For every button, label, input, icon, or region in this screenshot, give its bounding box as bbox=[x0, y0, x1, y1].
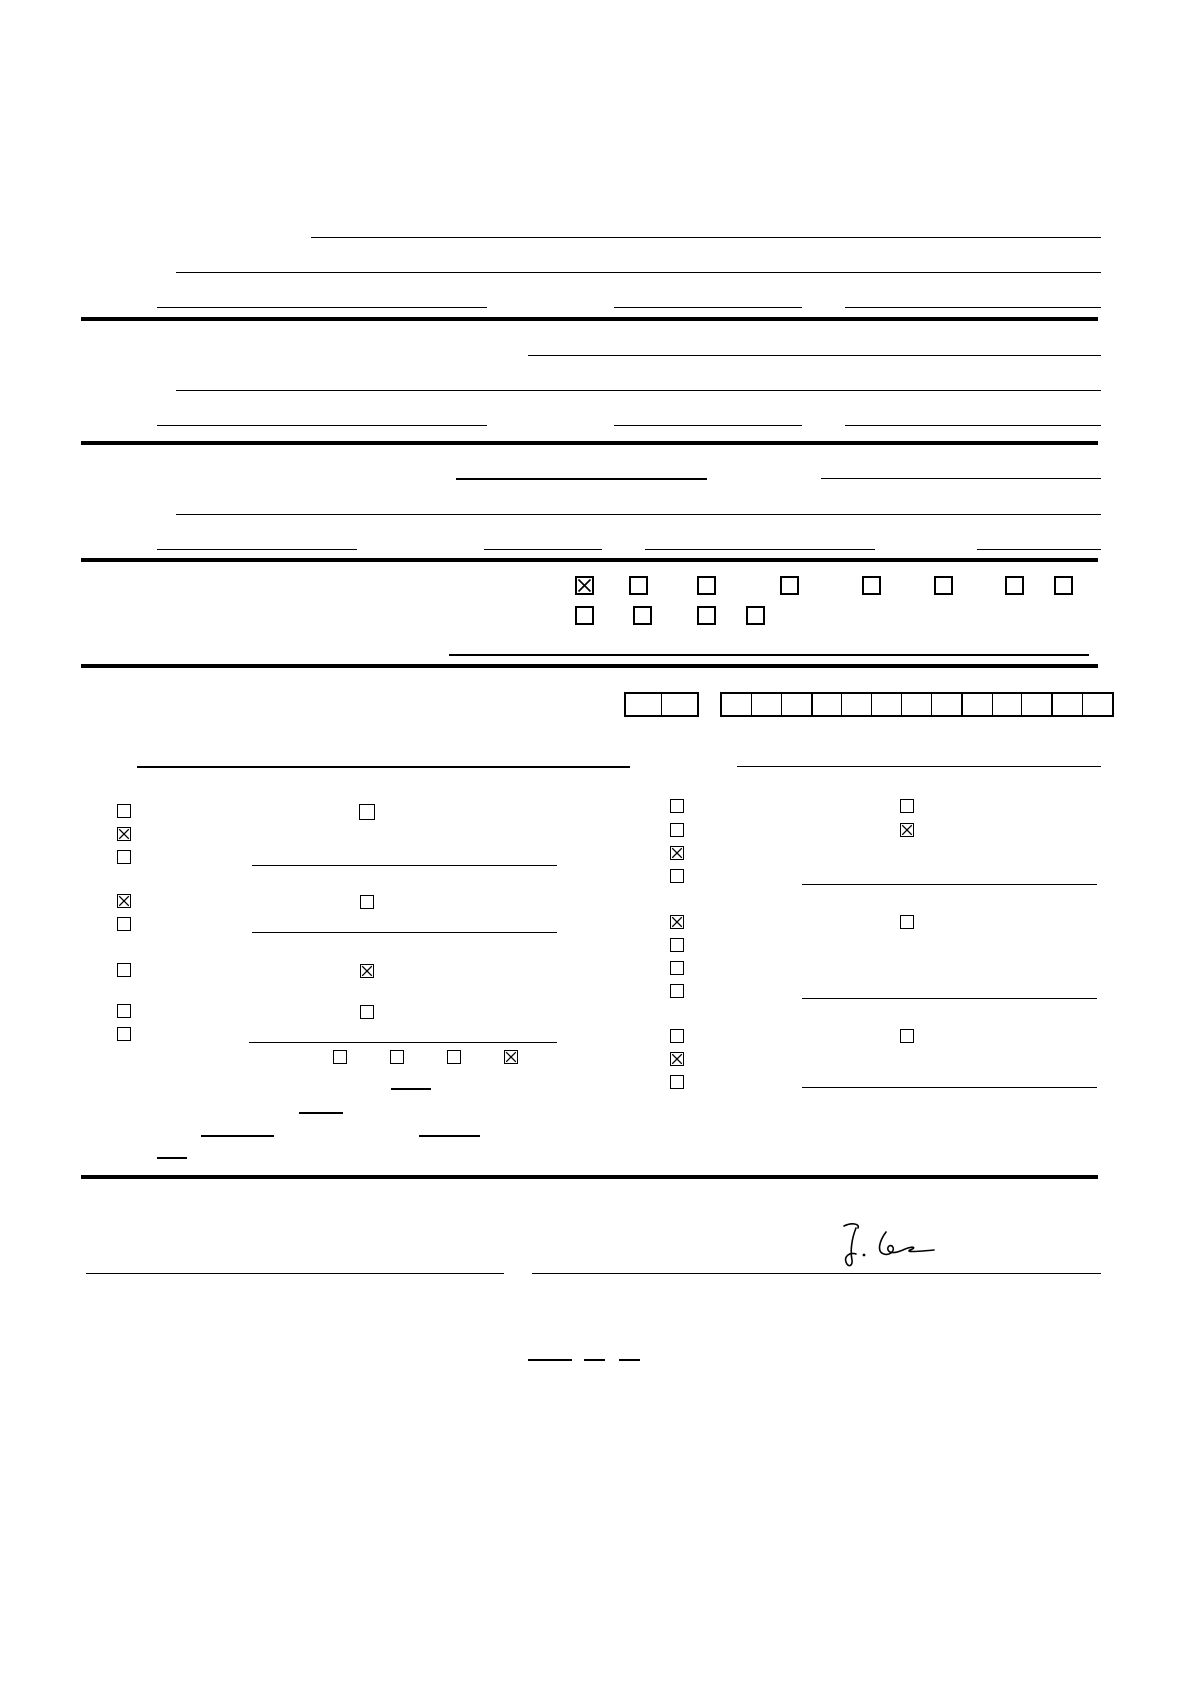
checkbox[interactable] bbox=[447, 1050, 461, 1064]
signature-line[interactable] bbox=[532, 1273, 1101, 1274]
check-x-mark bbox=[671, 1053, 683, 1065]
field-line[interactable] bbox=[449, 654, 1089, 656]
checkbox[interactable] bbox=[117, 827, 131, 841]
date-line[interactable] bbox=[86, 1273, 504, 1274]
checkbox[interactable] bbox=[117, 850, 131, 864]
field-line[interactable] bbox=[157, 549, 357, 550]
checkbox[interactable] bbox=[780, 576, 799, 595]
field-line[interactable] bbox=[484, 549, 602, 550]
section-divider bbox=[81, 558, 1098, 562]
field-line[interactable] bbox=[584, 1359, 605, 1361]
checkbox[interactable] bbox=[117, 1027, 131, 1041]
field-line[interactable] bbox=[619, 1359, 640, 1361]
field-line[interactable] bbox=[614, 425, 802, 426]
checkbox[interactable] bbox=[117, 894, 131, 908]
checkbox[interactable] bbox=[900, 799, 914, 813]
checkbox[interactable] bbox=[117, 963, 131, 977]
check-x-mark bbox=[901, 824, 913, 836]
checkbox[interactable] bbox=[359, 804, 375, 820]
field-line[interactable] bbox=[802, 998, 1097, 999]
field-line[interactable] bbox=[456, 478, 707, 480]
checkbox[interactable] bbox=[670, 1029, 684, 1043]
check-x-mark bbox=[577, 578, 592, 593]
checkbox[interactable] bbox=[746, 606, 765, 625]
check-x-mark bbox=[671, 847, 683, 859]
field-line[interactable] bbox=[645, 549, 875, 550]
field-line[interactable] bbox=[252, 865, 557, 866]
field-line[interactable] bbox=[737, 766, 1101, 767]
field-line[interactable] bbox=[977, 549, 1101, 550]
field-line[interactable] bbox=[821, 478, 1101, 479]
checkbox[interactable] bbox=[117, 917, 131, 931]
checkbox[interactable] bbox=[670, 984, 684, 998]
checkbox[interactable] bbox=[900, 1029, 914, 1043]
checkbox[interactable] bbox=[504, 1050, 518, 1064]
field-line[interactable] bbox=[614, 307, 802, 308]
field-line[interactable] bbox=[176, 272, 1101, 273]
field-line[interactable] bbox=[419, 1135, 480, 1137]
check-x-mark bbox=[671, 916, 683, 928]
checkbox[interactable] bbox=[670, 961, 684, 975]
field-line[interactable] bbox=[528, 355, 1101, 356]
checkbox[interactable] bbox=[629, 576, 648, 595]
section-divider bbox=[81, 1175, 1098, 1179]
checkbox[interactable] bbox=[360, 964, 374, 978]
checkbox[interactable] bbox=[670, 1052, 684, 1066]
checkbox[interactable] bbox=[697, 606, 716, 625]
checkbox[interactable] bbox=[670, 915, 684, 929]
section-divider bbox=[81, 664, 1098, 668]
handwritten-signature bbox=[830, 1218, 950, 1270]
checkbox[interactable] bbox=[390, 1050, 404, 1064]
field-line[interactable] bbox=[802, 884, 1097, 885]
field-line[interactable] bbox=[252, 932, 557, 933]
long-code-boxes[interactable] bbox=[720, 692, 1114, 717]
field-line[interactable] bbox=[845, 425, 1101, 426]
check-x-mark bbox=[118, 828, 130, 840]
checkbox[interactable] bbox=[1054, 576, 1073, 595]
field-line[interactable] bbox=[311, 237, 1101, 238]
checkbox[interactable] bbox=[670, 1075, 684, 1089]
checkbox[interactable] bbox=[934, 576, 953, 595]
checkbox[interactable] bbox=[697, 576, 716, 595]
field-line[interactable] bbox=[845, 307, 1101, 308]
checkbox[interactable] bbox=[862, 576, 881, 595]
field-line[interactable] bbox=[249, 1042, 557, 1043]
section-divider bbox=[81, 441, 1098, 445]
checkbox[interactable] bbox=[670, 846, 684, 860]
field-line[interactable] bbox=[157, 425, 487, 426]
checkbox[interactable] bbox=[117, 1004, 131, 1018]
checkbox[interactable] bbox=[1005, 576, 1024, 595]
field-line[interactable] bbox=[157, 307, 487, 308]
checkbox[interactable] bbox=[670, 938, 684, 952]
checkbox[interactable] bbox=[117, 804, 131, 818]
section-divider bbox=[81, 317, 1098, 321]
short-code-boxes[interactable] bbox=[624, 692, 699, 717]
checkbox[interactable] bbox=[670, 799, 684, 813]
checkbox[interactable] bbox=[900, 915, 914, 929]
field-line[interactable] bbox=[176, 390, 1101, 391]
check-x-mark bbox=[118, 895, 130, 907]
check-x-mark bbox=[505, 1051, 517, 1063]
checkbox[interactable] bbox=[360, 1005, 374, 1019]
checkbox[interactable] bbox=[900, 823, 914, 837]
field-line[interactable] bbox=[137, 766, 630, 768]
field-line[interactable] bbox=[176, 514, 1101, 515]
checkbox[interactable] bbox=[575, 606, 594, 625]
field-line[interactable] bbox=[299, 1112, 343, 1114]
field-line[interactable] bbox=[157, 1157, 187, 1159]
checkbox[interactable] bbox=[633, 606, 652, 625]
checkbox[interactable] bbox=[360, 895, 374, 909]
field-line[interactable] bbox=[528, 1359, 572, 1361]
checkbox[interactable] bbox=[670, 869, 684, 883]
field-line[interactable] bbox=[802, 1087, 1097, 1088]
check-x-mark bbox=[361, 965, 373, 977]
field-line[interactable] bbox=[201, 1135, 274, 1137]
checkbox[interactable] bbox=[333, 1050, 347, 1064]
checkbox[interactable] bbox=[575, 576, 594, 595]
field-line[interactable] bbox=[391, 1088, 431, 1090]
checkbox[interactable] bbox=[670, 823, 684, 837]
